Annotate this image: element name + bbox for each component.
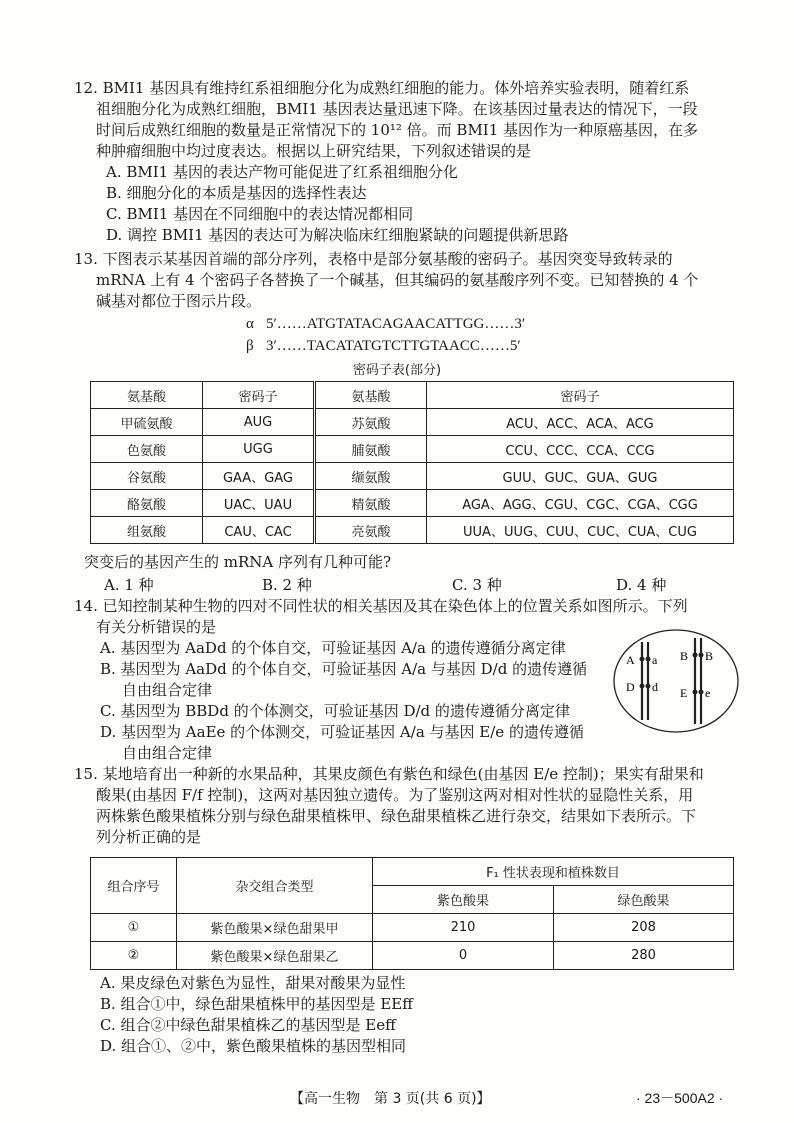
gene-label-E: E [680, 686, 688, 700]
gene-label-e: e [705, 686, 711, 700]
header-cell: 杂交组合类型 [177, 858, 373, 914]
table-row [91, 490, 734, 517]
locus-dot [693, 690, 698, 695]
q12-option-d: D. 调控 BMI1 基因的表达可为解决临床红细胞紧缺的问题提供新思路 [106, 226, 569, 244]
q15-stem-line: 两株紫色酸果植株分别与绿色甜果植株甲、绿色甜果植株乙进行杂交，结果如下表所示。下 [96, 807, 697, 825]
table-cell: UUA、UUG、CUU、CUC、CUA、CUG [427, 517, 734, 544]
table-cell: AUG [203, 409, 315, 436]
table-cell: AGA、AGG、CGU、CGC、CGA、CGG [427, 490, 734, 517]
locus-dot [646, 684, 651, 689]
q14-option-b: B. 基因型为 AaDd 的个体自交，可验证基因 A/a 与基因 D/d 的遗传遵循 [100, 660, 588, 678]
q13-option-a: A. 1 种 [104, 576, 154, 594]
table-cell: 208 [554, 914, 734, 942]
q15-stem-line: 酸果(由基因 F/f 控制)，这两对基因独立遗传。为了鉴别这两对相对性状的显隐性关系，用 [96, 786, 694, 804]
header-cell: 密码子 [427, 382, 734, 409]
q15-options [100, 973, 750, 1057]
gene-label-A: A [626, 653, 635, 667]
question-13 [74, 249, 724, 312]
paper-code: · 23－500A2 · [636, 1090, 724, 1106]
beta-sequence: 3′……TACATATGTCTTGTAACC……5′ [266, 338, 521, 354]
header-cell: 紫色酸果 [373, 886, 554, 914]
table-cell: CCU、CCC、CCA、CCG [427, 436, 734, 463]
table-cell: 苏氨酸 [315, 409, 427, 436]
locus-dot [640, 657, 645, 662]
q15-option-b: B. 组合①中，绿色甜果植株甲的基因型是 EEff [100, 995, 413, 1013]
table-row [91, 409, 734, 436]
table-cell: 210 [373, 914, 554, 942]
beta-label: β [246, 338, 254, 354]
q12-option-a: A. BMI1 基因的表达产物可能促进了红系祖细胞分化 [106, 163, 458, 181]
header-cell: 组合序号 [91, 858, 177, 914]
table-cell: 精氨酸 [315, 490, 427, 517]
q15-option-d: D. 组合①、②中，紫色酸果植株的基因型相同 [100, 1037, 407, 1055]
gene-label-a: a [652, 653, 658, 667]
gene-label-D: D [626, 680, 635, 694]
q12-stem-line: 祖细胞分化为成熟红细胞，BMI1 基因表达量迅速下降。在该基因过量表达的情况下，一段 [96, 100, 698, 118]
table-cell: ① [91, 914, 177, 942]
table-row [91, 463, 734, 490]
table-cell: 缬氨酸 [315, 463, 427, 490]
table-cell: CAU、CAC [203, 517, 315, 544]
gene-label-B: B [705, 649, 714, 663]
q13-question [84, 552, 734, 573]
codon-table [90, 381, 734, 544]
question-12 [74, 78, 734, 246]
question-15 [74, 764, 734, 848]
table-cell: UAC、UAU [203, 490, 315, 517]
table-cell: 紫色酸果×绿色甜果乙 [177, 942, 373, 970]
q14-option-c: C. 基因型为 BBDd 的个体测交，可验证基因 D/d 的遗传遵循分离定律 [100, 702, 570, 720]
table-cell: 酪氨酸 [91, 490, 203, 517]
q14-stem-line: 14. 已知控制某种生物的四对不同性状的相关基因及其在染色体上的位置关系如图所示。下列 [74, 597, 688, 615]
q14-options [100, 638, 620, 764]
q13-stem-line: 碱基对都位于图示片段。 [96, 292, 262, 310]
q12-stem-line: 12. BMI1 基因具有维持红系祖细胞分化为成熟红细胞的能力。体外培养实验表明，随着红系 [74, 79, 690, 97]
table-header-row [91, 858, 734, 886]
q14-option-d: D. 基因型为 AaEe 的个体测交，可验证基因 A/a 与基因 E/e 的遗传遵循 [100, 723, 584, 741]
table-row [91, 942, 734, 970]
table-row [91, 436, 734, 463]
table-cell: 脯氨酸 [315, 436, 427, 463]
table-cell: 0 [373, 942, 554, 970]
q14-option-d-cont: 自由组合定律 [122, 744, 213, 762]
table-row [91, 517, 734, 544]
alpha-sequence: 5′……ATGTATACAGAACATTGG……3′ [266, 316, 526, 332]
table-cell: 色氨酸 [91, 436, 203, 463]
table-header-row [91, 382, 734, 409]
q13-option-c: C. 3 种 [452, 576, 502, 594]
header-cell: 密码子 [203, 382, 315, 409]
table-cell: 甲硫氨酸 [91, 409, 203, 436]
cross-result-table [90, 857, 734, 970]
codon-table-caption: 密码子表(部分) [352, 363, 442, 378]
locus-dot [693, 653, 698, 658]
q15-stem-line: 15. 某地培育出一种新的水果品种，其果皮颜色有紫色和绿色(由基因 E/e 控制)；果实有甜果和 [74, 765, 704, 783]
page-number: 【高一生物 第 3 页(共 6 页)】 [290, 1091, 491, 1107]
table-cell: UGG [203, 436, 315, 463]
table-cell: 谷氨酸 [91, 463, 203, 490]
q14-stem-line: 有关分析错误的是 [96, 618, 217, 636]
chromosome-diagram [612, 628, 740, 734]
header-cell: 氨基酸 [315, 382, 427, 409]
q13-stem-line: 13. 下图表示某基因首端的部分序列，表格中是部分氨基酸的密码子。基因突变导致转录的 [74, 250, 673, 268]
locus-dot [640, 684, 645, 689]
gene-label-d: d [652, 680, 658, 694]
q13-stem-line: mRNA 上有 4 个密码子各替换了一个碱基，但其编码的氨基酸序列不变。已知替换的 4 个 [96, 271, 699, 289]
q14-option-a: A. 基因型为 AaDd 的个体自交，可验证基因 A/a 的遗传遵循分离定律 [100, 639, 566, 657]
q13-option-d: D. 4 种 [616, 576, 667, 594]
q12-option-b: B. 细胞分化的本质是基因的选择性表达 [106, 184, 367, 202]
header-cell: 氨基酸 [91, 382, 203, 409]
table-cell: 紫色酸果×绿色甜果甲 [177, 914, 373, 942]
table-cell: ② [91, 942, 177, 970]
table-cell: GAA、GAG [203, 463, 315, 490]
q15-option-c: C. 组合②中绿色甜果植株乙的基因型是 Eeff [100, 1016, 396, 1034]
table-cell: 组氨酸 [91, 517, 203, 544]
table-cell: 280 [554, 942, 734, 970]
q12-stem-line: 种肿瘤细胞中均过度表达。根据以上研究结果，下列叙述错误的是 [96, 142, 532, 160]
locus-dot [699, 653, 704, 658]
table-row [91, 914, 734, 942]
table-cell: GUU、GUC、GUA、GUG [427, 463, 734, 490]
table-cell: 亮氨酸 [315, 517, 427, 544]
q15-option-a: A. 果皮绿色对紫色为显性，甜果对酸果为显性 [100, 974, 406, 992]
alpha-label: α [246, 316, 254, 332]
q12-stem-line: 时间后成熟红细胞的数量是正常情况下的 10¹² 倍。而 BMI1 基因作为一种原癌基因，在多 [96, 121, 699, 139]
header-cell: F₁ 性状表现和植株数目 [373, 858, 734, 886]
gene-label-B: B [680, 649, 689, 663]
locus-dot [699, 690, 704, 695]
table-cell: ACU、ACC、ACA、ACG [427, 409, 734, 436]
q13-option-b: B. 2 种 [262, 576, 312, 594]
locus-dot [646, 657, 651, 662]
q15-stem-line: 列分析正确的是 [96, 828, 202, 846]
q12-option-c: C. BMI1 基因在不同细胞中的表达情况都相同 [106, 205, 414, 223]
header-cell: 绿色酸果 [554, 886, 734, 914]
q14-option-b-cont: 自由组合定律 [122, 681, 213, 699]
q13-question-text: 突变后的基因产生的 mRNA 序列有几种可能? [84, 553, 392, 571]
